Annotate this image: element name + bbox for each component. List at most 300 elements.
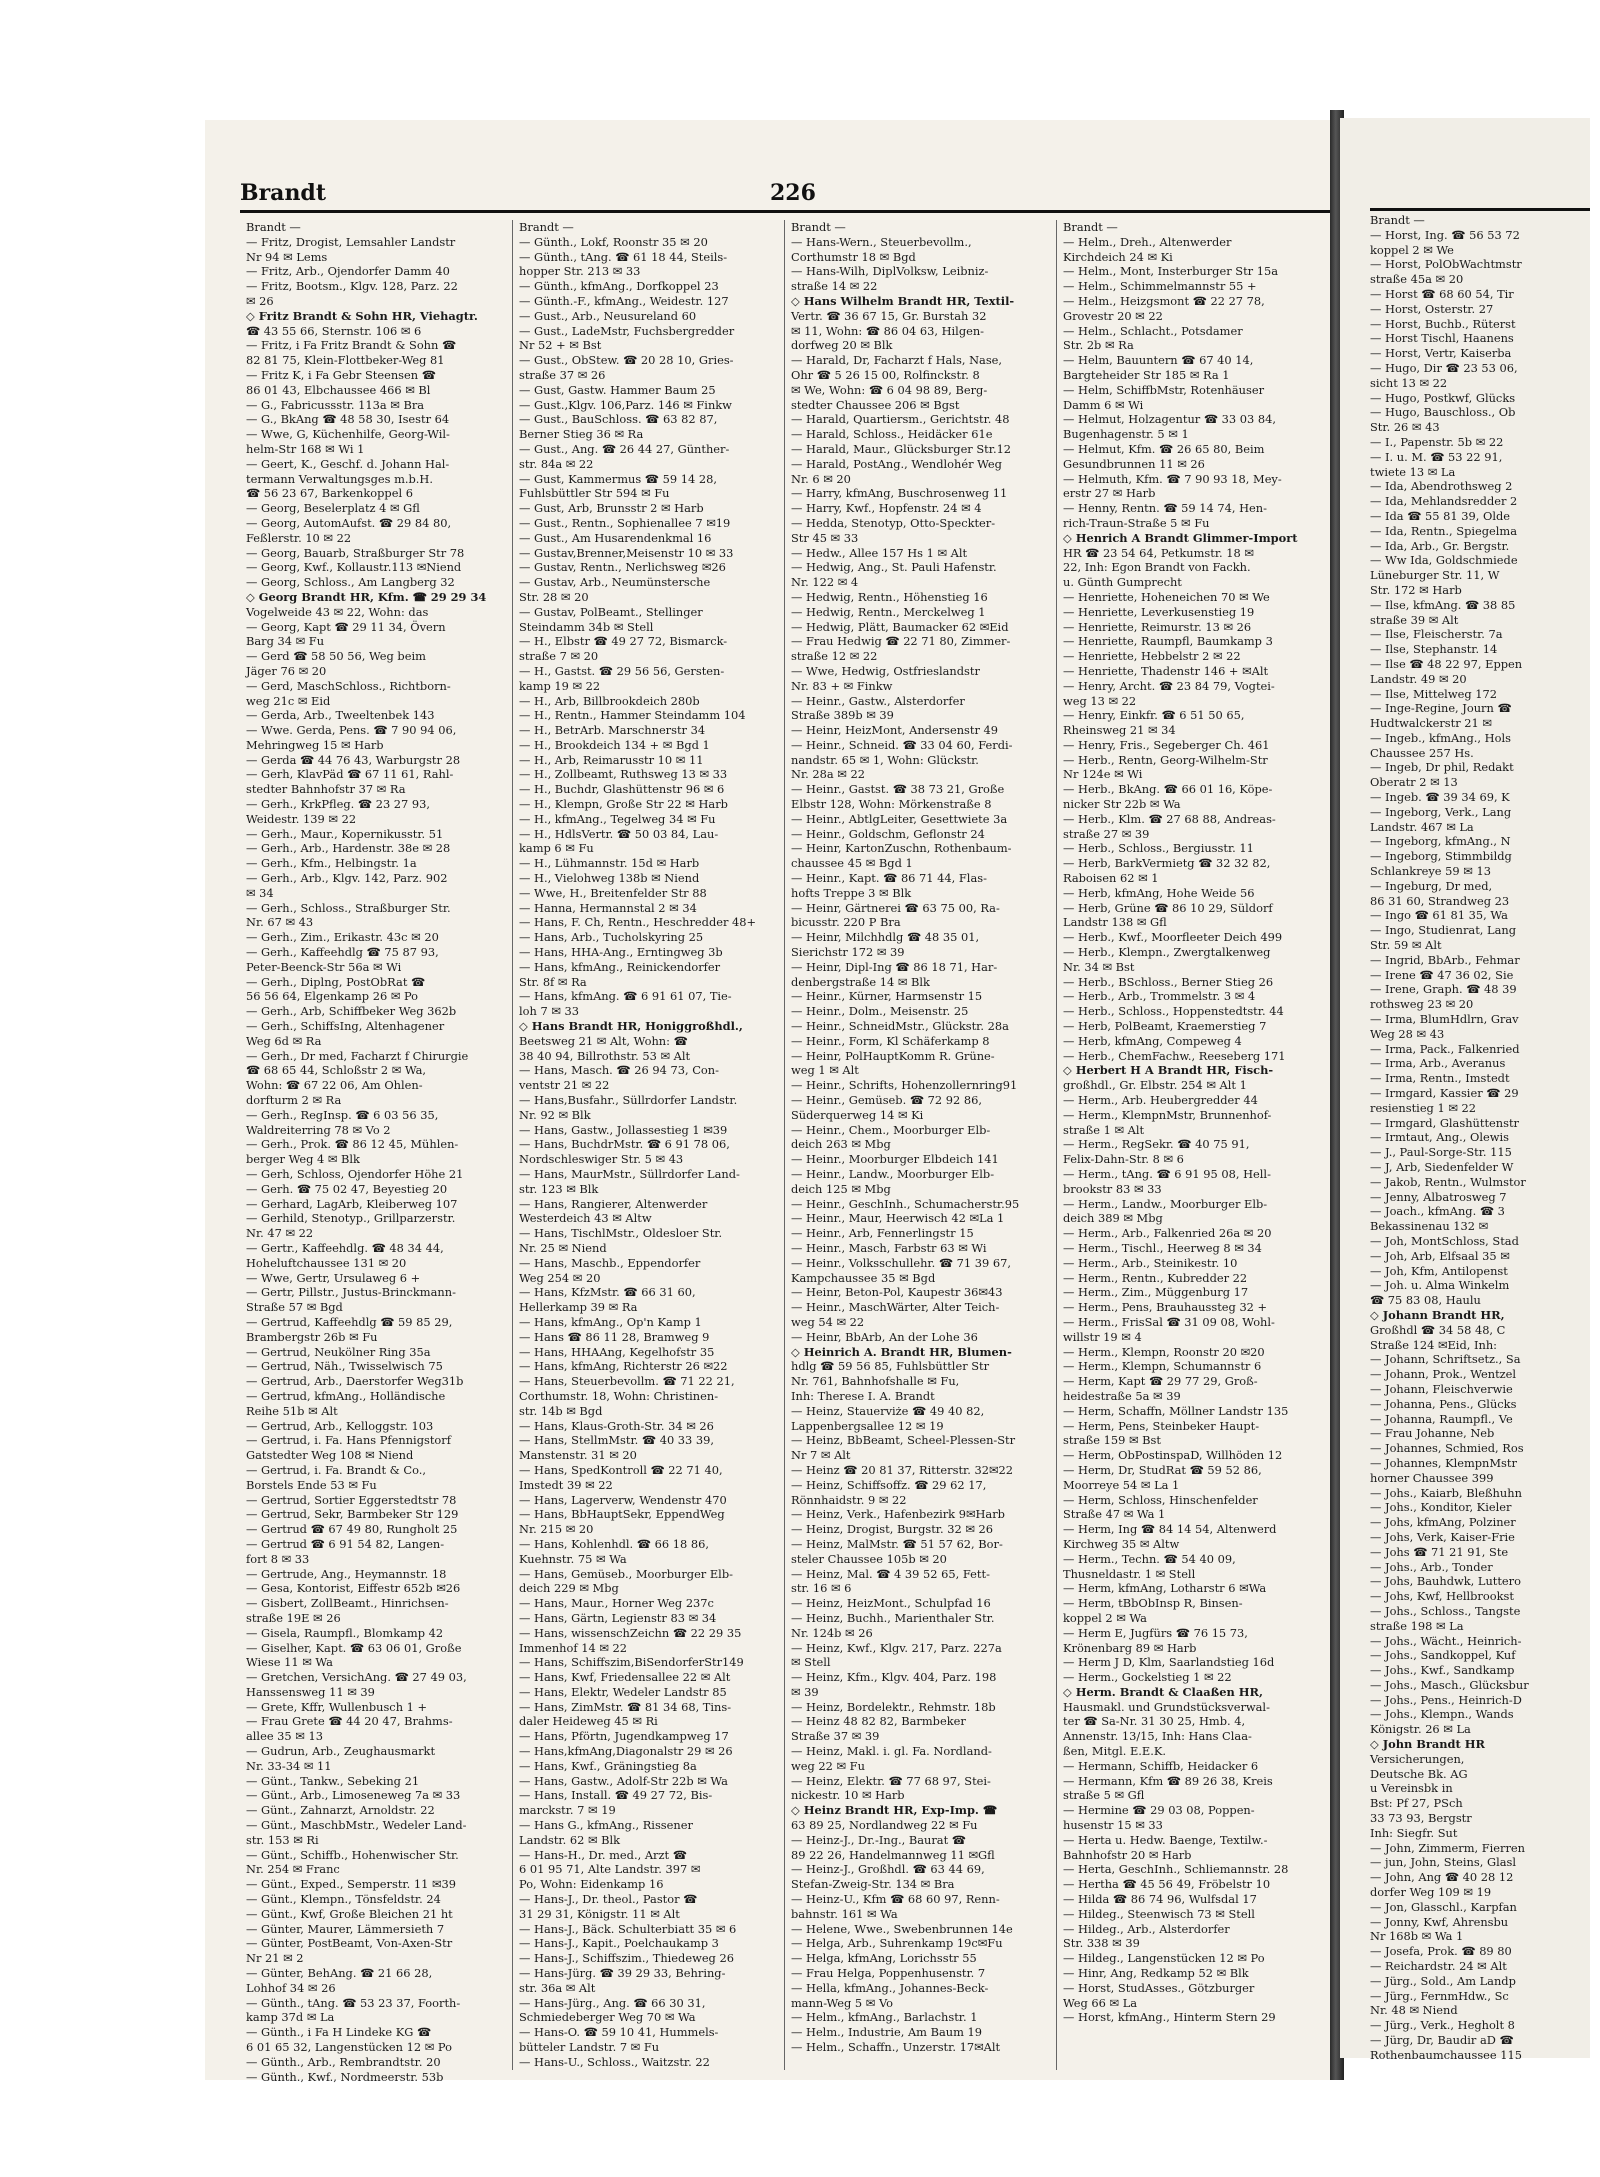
directory-entry-line: — Gerh., Zim., Erikastr. 43c ✉ 20 <box>246 930 439 945</box>
directory-entry-line: — Wwe, Gertr, Ursulaweg 6 + <box>246 1270 421 1285</box>
directory-entry-line: — Johannes, Schmied, Ros <box>1370 1441 1524 1456</box>
directory-entry-line: Str. 8f ✉ Ra <box>519 974 587 989</box>
directory-entry-line: — Heinz, Elektr. ☎ 77 68 97, Stei- <box>791 1773 991 1788</box>
directory-entry-line: — Georg, Kwf., Kollaustr.113 ✉Niend <box>246 560 462 575</box>
directory-entry-line: — Gertr., Kaffeehdlg. ☎ 48 34 44, <box>246 1240 444 1255</box>
directory-entry-line: — Gerhild, Stenotyp., Grillparzerstr. <box>246 1211 456 1226</box>
directory-entry-line: — Fritz, Arb., Ojendorfer Damm 40 <box>246 264 450 279</box>
directory-entry-line: — I., Papenstr. 5b ✉ 22 <box>1370 434 1504 449</box>
directory-entry-line: — Heinr., GeschInh., Schumacherstr.95 <box>791 1196 1020 1211</box>
directory-entry-line: Straße 124 ✉Eid, Inh: <box>1370 1337 1497 1352</box>
directory-entry-line: Straße 57 ✉ Bgd <box>246 1300 343 1315</box>
column-4 <box>1056 220 1327 2070</box>
directory-entry-line: — Herb., Kwf., Moorfleeter Deich 499 <box>1063 930 1283 945</box>
directory-entry-line: — Jonny, Kwf, Ahrensbu <box>1370 1914 1509 1929</box>
directory-entry-line: — Herb., Schloss., Bergiusstr. 11 <box>1063 841 1254 856</box>
directory-entry-line: — Hildeg., Langenstücken 12 ✉ Po <box>1063 1951 1265 1966</box>
directory-entry-line: — Gretchen, VersichAng. ☎ 27 49 03, <box>246 1670 467 1685</box>
directory-entry-line: — Gertrud, Sortier Eggerstedtstr 78 <box>246 1492 457 1507</box>
directory-entry-line: — Günt., Arb., Limoseneweg 7a ✉ 33 <box>246 1788 461 1803</box>
directory-entry-line: 89 22 26, Handelmannweg 11 ✉Gfl <box>791 1847 995 1862</box>
directory-entry-line: — Herta u. Hedw. Baenge, Textilw.- <box>1063 1832 1268 1847</box>
directory-entry-line: — Helmut, Kfm. ☎ 26 65 80, Beim <box>1063 441 1265 456</box>
directory-entry-line: — Henriette, Thadenstr 146 + ✉Alt <box>1063 663 1269 678</box>
directory-entry-line: str. 16 ✉ 6 <box>791 1581 852 1596</box>
directory-entry-line: — G., BkAng ☎ 48 58 30, Isestr 64 <box>246 412 450 427</box>
directory-entry-line: — Harald, Schloss., Heidäcker 61e <box>791 427 993 442</box>
directory-entry-line: — Johann, Fleischverwie <box>1370 1381 1513 1396</box>
directory-entry-line: HR ☎ 23 54 64, Petkumstr. 18 ✉ <box>1063 545 1254 560</box>
directory-entry-line: — Irmgard, Kassier ☎ 29 <box>1370 1086 1519 1101</box>
directory-entry-line: — Gerh., Maur., Kopernikusstr. 51 <box>246 826 444 841</box>
directory-entry-line: Lappenbergsallee 12 ✉ 19 <box>791 1418 944 1433</box>
directory-entry-line: — Günth., tAng. ☎ 61 18 44, Steils- <box>519 249 728 264</box>
directory-entry-line: deich 229 ✉ Mbg <box>519 1581 619 1596</box>
directory-entry-line: Nr. 25 ✉ Niend <box>519 1240 607 1255</box>
directory-entry-line: — Heinr., Goldschm, Geflonstr 24 <box>791 826 985 841</box>
directory-entry-line: — Helm., Schimmelmannstr 55 + <box>1063 279 1257 294</box>
directory-entry-line: ✉ We, Wohn: ☎ 6 04 98 89, Berg- <box>791 382 988 397</box>
directory-entry-line: Süderquerweg 14 ✉ Ki <box>791 1107 924 1122</box>
column-2 <box>512 220 783 2070</box>
directory-entry-line: — Henny, Rentn. ☎ 59 14 74, Hen- <box>1063 501 1267 516</box>
directory-entry-line: Manstenstr. 31 ✉ 20 <box>519 1448 637 1463</box>
directory-entry-line: — Johs., Schloss., Tangste <box>1370 1603 1521 1618</box>
directory-entry-line: — Ingeborg, kfmAng., N <box>1370 834 1511 849</box>
directory-entry-line: — Gertrud, Arb., Daerstorfer Weg31b <box>246 1374 464 1389</box>
directory-entry-line: Grovestr 20 ✉ 22 <box>1063 308 1163 323</box>
directory-entry-line: — Gerh., Arb., Klgv. 142, Parz. 902 <box>246 871 448 886</box>
directory-entry-line: straße 1 ✉ Alt <box>1063 1122 1145 1137</box>
directory-entry-line: — Günter, BehAng. ☎ 21 66 28, <box>246 1966 433 1981</box>
directory-entry-line: — Fritz, i Fa Fritz Brandt & Sohn ☎ <box>246 338 457 353</box>
directory-entry-line: — Horst, Osterstr. 27 <box>1370 301 1494 316</box>
directory-entry-line: — Herb., BSchloss., Berner Stieg 26 <box>1063 974 1274 989</box>
directory-entry-line: — Joach., kfmAng. ☎ 3 <box>1370 1204 1505 1219</box>
directory-entry-line: fort 8 ✉ 33 <box>246 1551 310 1566</box>
directory-entry-line: — Ingeb., kfmAng., Hols <box>1370 730 1511 745</box>
directory-entry-line: Nr. 33-34 ✉ 11 <box>246 1758 332 1773</box>
directory-entry-line: 82 81 75, Klein-Flottbeker-Weg 81 <box>246 353 445 368</box>
directory-entry-line: — Heinr., SchneidMstr., Glückstr. 28a <box>791 1019 1009 1034</box>
directory-entry-line: — Johs., Wächt., Heinrich- <box>1370 1633 1522 1648</box>
directory-entry-line: — jun, John, Steins, Glasl <box>1370 1855 1517 1870</box>
directory-entry-line: — Hella, kfmAng., Johannes-Beck- <box>791 1980 989 1995</box>
directory-entry-line: sicht 13 ✉ 22 <box>1370 375 1448 390</box>
directory-entry-line: — Hans, StellmMstr. ☎ 40 33 39, <box>519 1433 715 1448</box>
directory-entry-line: ◇ Johann Brandt HR, <box>1370 1307 1505 1322</box>
directory-entry-line: — Herm., FrisSal ☎ 31 09 08, Wohl- <box>1063 1314 1275 1329</box>
directory-entry-line: — Horst, PolObWachtmstr <box>1370 257 1522 272</box>
directory-entry-line: — Günth., i Fa H Lindeke KG ☎ <box>246 2025 432 2040</box>
directory-entry-line: nickestr. 10 ✉ Harb <box>791 1788 905 1803</box>
directory-entry-line: — Heinr, HeizMont, Andersenstr 49 <box>791 723 999 738</box>
directory-entry-line: — Heinz, Buchh., Marienthaler Str. <box>791 1610 995 1625</box>
directory-entry-line: — Günter, Maurer, Lämmersieth 7 <box>246 1921 445 1936</box>
directory-entry-line: — Horst Tischl, Haanens <box>1370 331 1514 346</box>
directory-entry-line: — Herm., Zim., Müggenburg 17 <box>1063 1285 1249 1300</box>
directory-entry-line: — Gust, Gastw. Hammer Baum 25 <box>519 382 716 397</box>
directory-entry-line: 22, Inh: Egon Brandt von Fackh. <box>1063 560 1251 575</box>
directory-entry-line: bütteler Landstr. 7 ✉ Fu <box>519 2040 660 2055</box>
directory-entry-line: — Frau Helga, Poppenhusenstr. 7 <box>791 1966 986 1981</box>
directory-entry-line: — Hans, BuchdrMstr. ☎ 6 91 78 06, <box>519 1137 730 1152</box>
directory-entry-line: — Hans-Jürg., Ang. ☎ 66 30 31, <box>519 1995 706 2010</box>
directory-entry-line: — Irene, Graph. ☎ 48 39 <box>1370 982 1517 997</box>
directory-entry-line: — Herm, Kapt ☎ 29 77 29, Groß- <box>1063 1374 1258 1389</box>
directory-entry-line: — Gertrud, i. Fa. Hans Pfennigstorf <box>246 1433 451 1448</box>
directory-entry-line: str. 153 ✉ Ri <box>246 1832 319 1847</box>
directory-entry-line: — Gerh., Arb., Hardenstr. 38e ✉ 28 <box>246 841 451 856</box>
column-3 <box>784 220 1055 2070</box>
directory-entry-line: — Hans-O. ☎ 59 10 41, Hummels- <box>519 2025 719 2040</box>
directory-entry-line: — Helm., Schaffn., Unzerstr. 17✉Alt <box>791 2040 1001 2055</box>
directory-entry-line: — Henriette, Hoheneichen 70 ✉ We <box>1063 589 1270 604</box>
directory-entry-line: — Gust.,Klgv. 106,Parz. 146 ✉ Finkw <box>519 397 732 412</box>
directory-entry-line: — Jenny, Albatrosweg 7 <box>1370 1189 1507 1204</box>
directory-entry-line: Nr 21 ✉ 2 <box>246 1951 304 1966</box>
directory-entry-line: berger Weg 4 ✉ Blk <box>246 1152 360 1167</box>
directory-entry-line: — Heinr., Arb, Fennerlingstr 15 <box>791 1226 974 1241</box>
directory-entry-line: — Gust, Kammermus ☎ 59 14 28, <box>519 471 717 486</box>
directory-entry-line: — Gust., Arb., Neusureland 60 <box>519 308 697 323</box>
directory-entry-line: — Günth., kfmAng., Dorfkoppel 23 <box>519 279 719 294</box>
directory-entry-line: ☎ 56 23 67, Barkenkoppel 6 <box>246 486 413 501</box>
directory-entry-line: — Heinr., AbtlgLeiter, Gesettwiete 3a <box>791 811 1008 826</box>
directory-entry-line: — H., BetrArb. Marschnerstr 34 <box>519 723 706 738</box>
directory-entry-line: — Hans-H., Dr. med., Arzt ☎ <box>519 1847 687 1862</box>
directory-entry-line: — Johs., Sandkoppel, Kuf <box>1370 1648 1516 1663</box>
directory-entry-line: — Gerh., Kaffeehdlg ☎ 75 87 93, <box>246 945 439 960</box>
directory-entry-line: — Heinr., MaschWärter, Alter Teich- <box>791 1300 1000 1315</box>
directory-entry-line: Beetsweg 21 ✉ Alt, Wohn: ☎ <box>519 1033 688 1048</box>
directory-entry-line: — Henriette, Reimurstr. 13 ✉ 26 <box>1063 619 1252 634</box>
directory-entry-line: — Hans G., kfmAng., Rissener <box>519 1818 693 1833</box>
directory-entry-line: — Johs, Verk, Kaiser-Frie <box>1370 1529 1515 1544</box>
directory-entry-line: — Heinr., Form, Kl Schäferkamp 8 <box>791 1033 990 1048</box>
directory-entry-line: — Helm, SchiffbMstr, Rotenhäuser <box>1063 382 1265 397</box>
directory-entry-line: — Josefa, Prok. ☎ 89 80 <box>1370 1944 1512 1959</box>
directory-entry-line: termann Verwaltungsges m.b.H. <box>246 471 433 486</box>
directory-entry-line: — Henry, Fris., Segeberger Ch. 461 <box>1063 737 1270 752</box>
directory-entry-line: — Hermann, Schiffb, Heidacker 6 <box>1063 1758 1259 1773</box>
directory-entry-line: — Hans-Jürg. ☎ 39 29 33, Behring- <box>519 1966 726 1981</box>
directory-entry-line: — Gertrud ☎ 6 91 54 82, Langen- <box>246 1536 445 1551</box>
directory-entry-line: — Georg, AutomAufst. ☎ 29 84 80, <box>246 515 452 530</box>
directory-entry-line: — Herm., tAng. ☎ 6 91 95 08, Hell- <box>1063 1167 1271 1181</box>
directory-entry-line: — Ingeb. ☎ 39 34 69, K <box>1370 790 1510 805</box>
directory-entry-line: straße 14 ✉ 22 <box>791 279 878 294</box>
directory-entry-line: — Johs., Kwf., Sandkamp <box>1370 1663 1515 1678</box>
directory-entry-line: — H., Buchdr, Glashüttenstr 96 ✉ 6 <box>519 782 725 797</box>
directory-entry-line: weg 13 ✉ 22 <box>1063 693 1137 708</box>
directory-entry-line: Rönnhaidstr. 9 ✉ 22 <box>791 1492 907 1507</box>
next-page-header-rule <box>1370 206 1590 211</box>
directory-entry-line: dorfer Weg 109 ✉ 19 <box>1370 1885 1492 1900</box>
directory-entry-line: — Johann, Schriftsetz., Sa <box>1370 1352 1521 1367</box>
directory-entry-line: — Gust, Arb, Brunsstr 2 ✉ Harb <box>519 501 704 516</box>
directory-entry-line: — Heinz-J., Dr.-Ing., Baurat ☎ <box>791 1832 966 1847</box>
directory-entry-line: Nr. 761, Bahnhofshalle ✉ Fu, <box>791 1374 960 1389</box>
directory-entry-line: — Hans, Klaus-Groth-Str. 34 ✉ 26 <box>519 1418 714 1433</box>
directory-entry-line: — Herm, tBbObInsp R, Binsen- <box>1063 1596 1243 1611</box>
directory-entry-line: str. 84a ✉ 22 <box>519 456 594 471</box>
directory-entry-line: — Gerh., Kfm., Helbingstr. 1a <box>246 856 417 871</box>
directory-entry-line: 33 73 93, Bergstr <box>1370 1811 1472 1826</box>
directory-entry-line: Barg 34 ✉ Fu <box>246 634 325 649</box>
directory-entry-line: ☎ 75 83 08, Haulu <box>1370 1293 1481 1308</box>
directory-entry-line: Straße 37 ✉ 39 <box>791 1729 880 1744</box>
directory-entry-line: Vogelweide 43 ✉ 22, Wohn: das <box>246 604 429 619</box>
directory-entry-line: — Herm., Arb., Steinikestr. 10 <box>1063 1255 1238 1270</box>
directory-entry-line: hopper Str. 213 ✉ 33 <box>519 264 641 279</box>
directory-entry-line: Po, Wohn: Eidenkamp 16 <box>519 1877 664 1892</box>
directory-entry-line: ter ☎ Sa-Nr. 31 30 25, Hmb. 4, <box>1063 1714 1246 1729</box>
directory-entry-line: Borstels Ende 53 ✉ Fu <box>246 1477 377 1492</box>
directory-entry-line: — Hans, Kwf., Gräningstieg 8a <box>519 1758 697 1773</box>
directory-entry-line: Straße 47 ✉ Wa 1 <box>1063 1507 1166 1522</box>
directory-entry-line: Elbstr 128, Wohn: Mörkenstraße 8 <box>791 797 992 812</box>
directory-entry-line: — Heinr, BbArb, An der Lohe 36 <box>791 1329 978 1344</box>
directory-entry-line: — Hans, Rangierer, Altenwerder <box>519 1196 708 1211</box>
directory-entry-line: Inh: Siegfr. Sut <box>1370 1825 1458 1840</box>
directory-entry-line: Nr 124e ✉ Wi <box>1063 767 1143 782</box>
directory-entry-line: ☎ 43 55 66, Sternstr. 106 ✉ 6 <box>246 323 422 338</box>
directory-entry-line: Lohhof 34 ✉ 26 <box>246 1980 336 1995</box>
directory-entry-line: — Herb, PolBeamt, Kraemerstieg 7 <box>1063 1019 1267 1034</box>
directory-entry-line: Nr. 67 ✉ 43 <box>246 915 314 930</box>
directory-entry-line: — Harald, Dr, Facharzt f Hals, Nase, <box>791 353 1003 368</box>
directory-entry-line: — Heinr, Gärtnerei ☎ 63 75 00, Ra- <box>791 900 1000 915</box>
directory-entry-line: — Heinz-U., Kfm ☎ 68 60 97, Renn- <box>791 1892 1000 1907</box>
directory-entry-line: Wohn: ☎ 67 22 06, Am Ohlen- <box>246 1078 423 1093</box>
directory-entry-line: straße 12 ✉ 22 <box>791 649 878 664</box>
directory-entry-line: — Hans, Schiffszim,BiSendorferStr149 <box>519 1655 744 1670</box>
directory-entry-line: Peter-Beenck-Str 56a ✉ Wi <box>246 959 402 974</box>
directory-entry-line: deich 389 ✉ Mbg <box>1063 1211 1163 1226</box>
directory-entry-line: Schmiedeberger Weg 70 ✉ Wa <box>519 2010 696 2025</box>
directory-entry-line: — Hans, Lagerverw, Wendenstr 470 <box>519 1492 727 1507</box>
directory-entry-line: koppel 2 ✉ Wa <box>1063 1610 1147 1625</box>
directory-entry-line: — Harald, PostAng., Wendlohér Weg <box>791 456 1002 471</box>
directory-entry-line: — Heinr, Dipl-Ing ☎ 86 18 71, Har- <box>791 959 998 974</box>
directory-entry-line: — Hedwig, Ang., St. Pauli Hafenstr. <box>791 560 997 575</box>
directory-entry-line: Nr. 92 ✉ Blk <box>519 1107 591 1122</box>
directory-entry-line: — Johs., Klempn., Wands <box>1370 1707 1514 1722</box>
directory-entry-line: Nordschleswiger Str. 5 ✉ 43 <box>519 1152 684 1167</box>
directory-entry-line: — Hans, Steuerbevollm. ☎ 71 22 21, <box>519 1374 735 1389</box>
directory-entry-line: — Hertha ☎ 45 56 49, Fröbelstr 10 <box>1063 1877 1271 1892</box>
directory-entry-line: — H., Arb, Reimarusstr 10 ✉ 11 <box>519 752 704 767</box>
directory-entry-line: — Heinr., Gastst. ☎ 38 73 21, Große <box>791 782 1005 797</box>
directory-entry-line: Weg 6d ✉ Ra <box>246 1033 322 1048</box>
directory-entry-line: — Ingeborg, Stimmbildg <box>1370 849 1512 864</box>
directory-entry-line: dorfturm 2 ✉ Ra <box>246 1093 342 1108</box>
directory-entry-line: — Herm., Rentn., Kubredder 22 <box>1063 1270 1248 1285</box>
directory-entry-line: — Gerhard, LagArb, Kleiberweg 107 <box>246 1196 458 1211</box>
directory-entry-line: — Ingrid, BbArb., Fehmar <box>1370 952 1520 967</box>
directory-entry-line: — Herm, kfmAng, Lotharstr 6 ✉Wa <box>1063 1581 1267 1596</box>
directory-entry-line: — Heinz, BbBeamt, Scheel-Plessen-Str <box>791 1433 1016 1448</box>
directory-entry-line: Felix-Dahn-Str. 8 ✉ 6 <box>1063 1152 1184 1167</box>
directory-entry-line: Weg 66 ✉ La <box>1063 1995 1138 2010</box>
directory-entry-line: — Hans, F. Ch, Rentn., Heschredder 48+ <box>519 915 757 930</box>
directory-entry-line: — H., Elbstr ☎ 49 27 72, Bismarck- <box>519 634 728 649</box>
directory-entry-line: — Jürg, Dr, Baudir aD ☎ <box>1370 2033 1514 2048</box>
directory-entry-line: — Gerh., Schloss., Straßburger Str. <box>246 900 451 915</box>
directory-entry-line: — Harald, Maur., Glücksburger Str.12 <box>791 441 1012 456</box>
directory-entry-line: — Hans, wissenschZeichn ☎ 22 29 35 <box>519 1625 742 1640</box>
directory-entry-line: — Henry, Einkfr. ☎ 6 51 50 65, <box>1063 708 1245 723</box>
directory-entry-line: — Hans-J., Schiffszim., Thiedeweg 26 <box>519 1951 734 1966</box>
directory-entry-line: Chaussee 257 Hs. <box>1370 745 1474 760</box>
directory-entry-line: — Johs, Kwf, Hellbrookst <box>1370 1589 1514 1604</box>
directory-entry-line: — Hinr, Ang, Redkamp 52 ✉ Blk <box>1063 1966 1249 1981</box>
directory-entry-line: — Gustav, PolBeamt., Stellinger <box>519 604 703 619</box>
directory-entry-line: — Heinr, Milchhdlg ☎ 48 35 01, <box>791 930 980 945</box>
directory-entry-line: — Heinz 48 82 82, Barmbeker <box>791 1714 966 1729</box>
directory-entry-line: — Gustav, Rentn., Nerlichsweg ✉26 <box>519 560 726 575</box>
directory-entry-line: — Hildeg., Steenwisch 73 ✉ Stell <box>1063 1906 1255 1921</box>
directory-entry-line: — Herb., Arb., Trommelstr. 3 ✉ 4 <box>1063 989 1256 1004</box>
directory-entry-line: — H., Arb, Billbrookdeich 280b <box>519 693 700 708</box>
directory-entry-line: — Gertrude, Ang., Heymannstr. 18 <box>246 1566 447 1581</box>
directory-entry-line: koppel 2 ✉ We <box>1370 242 1454 257</box>
directory-entry-line: — Grete, Kffr, Wullenbusch 1 + <box>246 1699 428 1714</box>
directory-entry-line: nandstr. 65 ✉ 1, Wohn: Glückstr. <box>791 752 979 767</box>
directory-entry-line: Corthumstr 18 ✉ Bgd <box>791 249 916 264</box>
directory-entry-line: — J, Arb, Siedenfelder W <box>1370 1160 1514 1174</box>
directory-entry-line: — Hans, Gastw., Jollassestieg 1 ✉39 <box>519 1122 728 1137</box>
directory-entry-line: — Hans, BbHauptSekr, EppendWeg <box>519 1507 725 1522</box>
directory-entry-line: — Heinz, Schiffsoffz. ☎ 29 62 17, <box>791 1477 987 1492</box>
directory-entry-line: — Irma, Pack., Falkenried <box>1370 1041 1520 1056</box>
directory-entry-line: — Hanna, Hermannstal 2 ✉ 34 <box>519 900 697 915</box>
directory-entry-line: Str. 2b ✉ Ra <box>1063 338 1134 353</box>
directory-entry-line: str. 36a ✉ Alt <box>519 1980 596 1995</box>
directory-entry-line: — Heinr., Gemüseb. ☎ 72 92 86, <box>791 1093 982 1108</box>
directory-entry-line: — Heinr., Gastw., Alsterdorfer <box>791 693 965 708</box>
directory-entry-line: stedter Chaussee 206 ✉ Bgst <box>791 397 960 412</box>
directory-entry-line: — Herb, BarkVermietg ☎ 32 32 82, <box>1063 856 1271 871</box>
directory-entry-line: 56 56 64, Elgenkamp 26 ✉ Po <box>246 989 419 1004</box>
directory-entry-line: — Herm, Dr, StudRat ☎ 59 52 86, <box>1063 1462 1262 1477</box>
directory-entry-line: — Herm., RegSekr. ☎ 40 75 91, <box>1063 1137 1250 1152</box>
directory-entry-line: Hoheluftchaussee 131 ✉ 20 <box>246 1255 407 1270</box>
directory-entry-line: ◇ Heinz Brandt HR, Exp-Imp. ☎ <box>791 1803 998 1818</box>
directory-entry-line: — Hans, Kohlenhdl. ☎ 66 18 86, <box>519 1536 709 1551</box>
directory-entry-line: Landstr. 49 ✉ 20 <box>1370 671 1467 686</box>
directory-entry-line: bahnstr. 161 ✉ Wa <box>791 1906 898 1921</box>
directory-entry-line: — Herm E, Jugfürs ☎ 76 15 73, <box>1063 1625 1248 1640</box>
directory-entry-line: Wiese 11 ✉ Wa <box>246 1655 333 1670</box>
directory-entry-line: — Giselher, Kapt. ☎ 63 06 01, Große <box>246 1640 462 1655</box>
directory-entry-line: — Hans, Install. ☎ 49 27 72, Bis- <box>519 1788 713 1803</box>
directory-entry-line: — Gerh., RegInsp. ☎ 6 03 56 35, <box>246 1107 439 1122</box>
directory-entry-line: Straße 389b ✉ 39 <box>791 708 894 723</box>
directory-entry-line: Str. 338 ✉ 39 <box>1063 1936 1140 1951</box>
directory-entry-line: rothsweg 23 ✉ 20 <box>1370 997 1474 1012</box>
directory-entry-line: — Johs., Kaiarb, Bleßhuhn <box>1370 1485 1522 1500</box>
directory-entry-line: marckstr. 7 ✉ 19 <box>519 1803 616 1818</box>
directory-entry-line: — Hugo, Dir ☎ 23 53 06, <box>1370 360 1518 375</box>
directory-entry-line: — Heinr, PolHauptKomm R. Grüne- <box>791 1048 995 1063</box>
directory-entry-line: — Günt., Zahnarzt, Arnoldstr. 22 <box>246 1803 435 1818</box>
directory-entry-line: straße 159 ✉ Bst <box>1063 1433 1161 1448</box>
directory-entry-line: — Reichardstr. 24 ✉ Alt <box>1370 1959 1507 1974</box>
directory-entry-line: — Herb., Klempn., Zwergtalkenweg <box>1063 945 1271 960</box>
directory-entry-line: — Irma, BlumHdlrn, Grav <box>1370 1012 1519 1027</box>
directory-entry-line: Corthumstr. 18, Wohn: Christinen- <box>519 1388 719 1403</box>
directory-entry-line: Landstr. 62 ✉ Blk <box>519 1832 621 1847</box>
directory-entry-line: — Herm., Klempn, Roonstr 20 ✉20 <box>1063 1344 1265 1359</box>
directory-entry-line: — H., Vielohweg 138b ✉ Niend <box>519 871 700 886</box>
directory-entry-line: — Georg, Kapt ☎ 29 11 34, Övern <box>246 619 446 634</box>
directory-entry-line: straße 7 ✉ 20 <box>519 649 599 664</box>
directory-entry-line: — Heinr., Dolm., Meisenstr. 25 <box>791 1004 969 1019</box>
directory-entry-line: weg 54 ✉ 22 <box>791 1314 865 1329</box>
directory-entry-line: str. 123 ✉ Blk <box>519 1181 599 1196</box>
directory-entry-line: ✉ 11, Wohn: ☎ 86 04 63, Hilgen- <box>791 323 985 338</box>
directory-entry-line: — Hugo, Bauschloss., Ob <box>1370 405 1516 420</box>
directory-entry-line: — Gerda ☎ 44 76 43, Warburgstr 28 <box>246 752 461 767</box>
directory-entry-line: — Heinz, Verk., Hafenbezirk 9✉Harb <box>791 1507 1005 1522</box>
directory-entry-line: — Hans ☎ 86 11 28, Bramweg 9 <box>519 1329 710 1344</box>
directory-entry-line: — Irmtaut, Ang., Olewis <box>1370 1130 1509 1145</box>
directory-entry-line: — Helm., kfmAng., Barlachstr. 1 <box>791 2010 978 2025</box>
directory-entry-line: — Gerh., Diplng, PostObRat ☎ <box>246 974 426 989</box>
directory-entry-line: Thusneldastr. 1 ✉ Stell <box>1063 1566 1196 1581</box>
directory-entry-line: ✉ 34 <box>246 885 274 900</box>
directory-entry-line: — Gerda, Arb., Tweeltenbek 143 <box>246 708 435 723</box>
directory-entry-line: straße 198 ✉ La <box>1370 1618 1464 1633</box>
directory-entry-line: — Joh. u. Alma Winkelm <box>1370 1278 1510 1293</box>
directory-entry-line: — Hans, Maur., Horner Weg 237c <box>519 1596 714 1611</box>
directory-entry-line: — Irmgard, Glashüttenstr <box>1370 1115 1519 1130</box>
directory-entry-line: — John, Zimmerm, Fierren <box>1370 1840 1525 1855</box>
directory-entry-line: — Georg, Schloss., Am Langberg 32 <box>246 575 455 590</box>
directory-entry-line: ☎ 68 65 44, Schloßstr 2 ✉ Wa, <box>246 1063 427 1078</box>
directory-entry-line: — Fritz, Bootsm., Klgv. 128, Parz. 22 <box>246 279 458 294</box>
directory-entry-line: Nr. 215 ✉ 20 <box>519 1522 594 1537</box>
directory-entry-line: Nr. 48 ✉ Niend <box>1370 2003 1458 2018</box>
directory-entry-line: — Hans, MaurMstr., Süllrdorfer Land- <box>519 1167 740 1181</box>
directory-entry-line: — Henriette, Leverkusenstieg 19 <box>1063 604 1255 619</box>
directory-entry-line: — Jon, Glasschl., Karpfan <box>1370 1899 1517 1914</box>
directory-entry-line: steler Chaussee 105b ✉ 20 <box>791 1551 947 1566</box>
directory-entry-line: — Herm, Ing ☎ 84 14 54, Altenwerd <box>1063 1522 1277 1537</box>
directory-entry-line: — Helene, Wwe., Swebenbrunnen 14e <box>791 1921 1013 1936</box>
directory-entry-line: — Günt., Exped., Semperstr. 11 ✉39 <box>246 1877 456 1892</box>
directory-entry-line: — Hans, kfmAng., Reinickendorfer <box>519 959 721 974</box>
directory-entry-line: — Herm., Gockelstieg 1 ✉ 22 <box>1063 1670 1232 1685</box>
directory-entry-line: — Gerh, KlavPäd ☎ 67 11 61, Rahl- <box>246 767 454 782</box>
directory-entry-line: Bahnhofstr 20 ✉ Harb <box>1063 1847 1192 1862</box>
directory-entry-line: — Hedwig, Plätt, Baumacker 62 ✉Eid <box>791 619 1009 634</box>
directory-entry-line: — Herm., Arb. Heubergredder 44 <box>1063 1093 1258 1108</box>
directory-entry-line: — H., Zollbeamt, Ruthsweg 13 ✉ 33 <box>519 767 728 782</box>
directory-entry-line: Landstr 138 ✉ Gfl <box>1063 915 1167 930</box>
directory-entry-line: Nr. 6 ✉ 20 <box>791 471 851 486</box>
directory-entry-line: Gatstedter Weg 108 ✉ Niend <box>246 1448 414 1463</box>
directory-entry-line: — Wwe, Hedwig, Ostfrieslandstr <box>791 663 980 678</box>
directory-entry-line: — Heinr., Kürner, Harmsenstr 15 <box>791 989 983 1004</box>
directory-entry-line: Weidestr. 139 ✉ 22 <box>246 811 357 826</box>
directory-page <box>205 120 1330 2084</box>
directory-entry-line: kamp 19 ✉ 22 <box>519 678 601 693</box>
directory-entry-line: — Johs., Konditor, Kieler <box>1370 1500 1512 1515</box>
directory-entry-line: Hausmakl. und Grundstücksverwal- <box>1063 1699 1270 1714</box>
